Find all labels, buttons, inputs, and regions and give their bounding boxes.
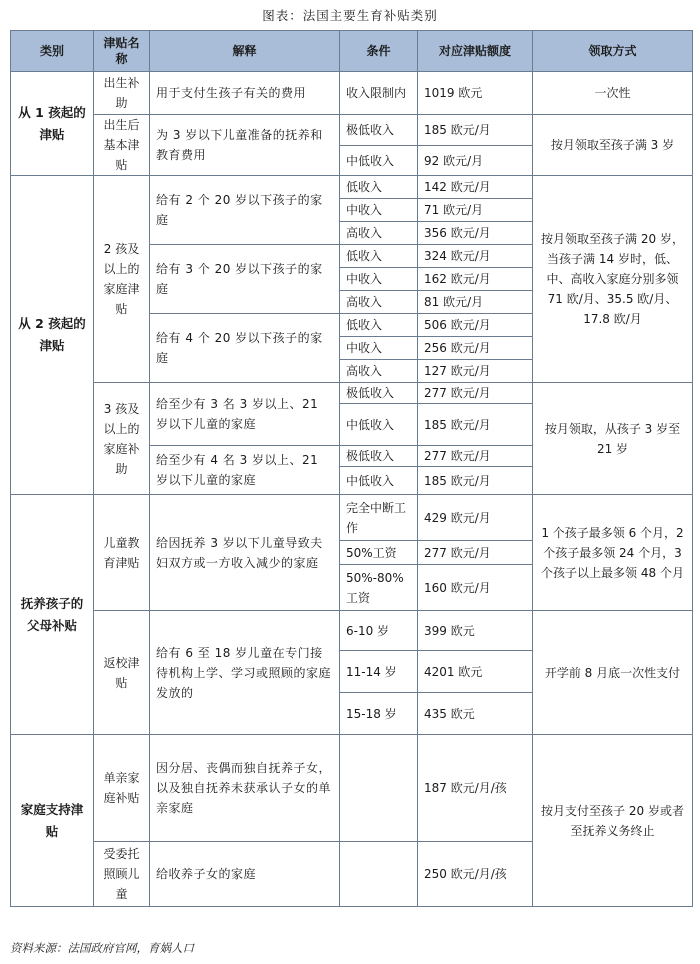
explanation-cell: 为 3 岁以下儿童准备的抚养和教育费用 xyxy=(150,115,340,176)
condition-cell: 6-10 岁 xyxy=(340,611,418,651)
header-amount: 对应津贴额度 xyxy=(418,31,533,72)
condition-cell: 15-18 岁 xyxy=(340,693,418,735)
subsidy-name-cell: 出生后基本津贴 xyxy=(94,115,150,176)
amount-cell: 277 欧元/月 xyxy=(418,541,533,565)
amount-cell: 429 欧元/月 xyxy=(418,495,533,541)
method-cell: 一次性 xyxy=(533,72,693,115)
condition-cell: 11-14 岁 xyxy=(340,651,418,693)
condition-cell: 中收入 xyxy=(340,268,418,291)
condition-cell: 50%工资 xyxy=(340,541,418,565)
table-row xyxy=(11,611,693,651)
amount-cell: 185 欧元/月 xyxy=(418,404,533,446)
condition-cell: 中低收入 xyxy=(340,467,418,495)
explanation-cell: 给有 4 个 20 岁以下孩子的家庭 xyxy=(150,314,340,383)
subsidy-name-cell: 出生补助 xyxy=(94,72,150,115)
subsidy-name-cell: 单亲家庭补贴 xyxy=(94,735,150,842)
table-row xyxy=(11,383,693,404)
explanation-cell: 给有 3 个 20 岁以下孩子的家庭 xyxy=(150,245,340,314)
amount-cell: 356 欧元/月 xyxy=(418,222,533,245)
explanation-cell: 因分居、丧偶而独自抚养子女，以及独自抚养未获承认子女的单亲家庭 xyxy=(150,735,340,842)
table-row xyxy=(11,735,693,842)
method-cell: 按月领取至孩子满 20 岁，当孩子满 14 岁时，低、中、高收入家庭分别多领 71 欧/月、35.5 欧/月、17.8 欧/月 xyxy=(533,176,693,383)
header-explanation: 解释 xyxy=(150,31,340,72)
amount-cell: 399 欧元 xyxy=(418,611,533,651)
category-cell: 从 1 孩起的津贴 xyxy=(11,72,94,176)
amount-cell: 81 欧元/月 xyxy=(418,291,533,314)
amount-cell: 142 欧元/月 xyxy=(418,176,533,199)
method-cell: 按月领取至孩子满 3 岁 xyxy=(533,115,693,176)
table-row xyxy=(11,176,693,199)
subsidy-table xyxy=(10,30,693,907)
amount-cell: 185 欧元/月 xyxy=(418,115,533,146)
table-row xyxy=(11,115,693,146)
method-cell: 按月领取，从孩子 3 岁至 21 岁 xyxy=(533,383,693,495)
condition-cell xyxy=(340,842,418,907)
header-category: 类别 xyxy=(11,31,94,72)
explanation-cell: 给至少有 3 名 3 岁以上、21 岁以下儿童的家庭 xyxy=(150,383,340,446)
condition-cell: 极低收入 xyxy=(340,383,418,404)
header-condition: 条件 xyxy=(340,31,418,72)
category-cell: 抚养孩子的父母补贴 xyxy=(11,495,94,735)
subsidy-name-cell: 返校津贴 xyxy=(94,611,150,735)
table-row xyxy=(11,72,693,115)
explanation-cell: 给有 6 至 18 岁儿童在专门接待机构上学、学习或照顾的家庭发放的 xyxy=(150,611,340,735)
method-cell: 开学前 8 月底一次性支付 xyxy=(533,611,693,735)
subsidy-name-cell: 儿童教育津贴 xyxy=(94,495,150,611)
subsidy-name-cell: 2 孩及以上的家庭津贴 xyxy=(94,176,150,383)
amount-cell: 127 欧元/月 xyxy=(418,360,533,383)
condition-cell: 低收入 xyxy=(340,176,418,199)
condition-cell: 极低收入 xyxy=(340,115,418,146)
header-method: 领取方式 xyxy=(533,31,693,72)
amount-cell: 324 欧元/月 xyxy=(418,245,533,268)
condition-cell: 低收入 xyxy=(340,314,418,337)
condition-cell: 极低收入 xyxy=(340,446,418,467)
method-cell: 按月支付至孩子 20 岁或者至抚养义务终止 xyxy=(533,735,693,907)
condition-cell: 50%-80% 工资 xyxy=(340,565,418,611)
amount-cell: 506 欧元/月 xyxy=(418,314,533,337)
amount-cell: 162 欧元/月 xyxy=(418,268,533,291)
table-title: 图表：法国主要生育补贴类别 xyxy=(262,8,438,23)
condition-cell: 高收入 xyxy=(340,360,418,383)
amount-cell: 1019 欧元 xyxy=(418,72,533,115)
explanation-cell: 用于支付生孩子有关的费用 xyxy=(150,72,340,115)
condition-cell: 高收入 xyxy=(340,291,418,314)
explanation-cell: 给至少有 4 名 3 岁以上、21 岁以下儿童的家庭 xyxy=(150,446,340,495)
condition-cell: 中低收入 xyxy=(340,404,418,446)
condition-cell: 中收入 xyxy=(340,337,418,360)
condition-cell: 完全中断工作 xyxy=(340,495,418,541)
header-subsidy-name: 津贴名称 xyxy=(94,31,150,72)
amount-cell: 250 欧元/月/孩 xyxy=(418,842,533,907)
explanation-cell: 给因抚养 3 岁以下儿童导致夫妇双方或一方收入减少的家庭 xyxy=(150,495,340,611)
category-cell: 家庭支持津贴 xyxy=(11,735,94,907)
condition-cell: 中低收入 xyxy=(340,146,418,176)
amount-cell: 277 欧元/月 xyxy=(418,446,533,467)
amount-cell: 435 欧元 xyxy=(418,693,533,735)
condition-cell xyxy=(340,735,418,842)
header-row xyxy=(11,31,693,72)
explanation-cell: 给收养子女的家庭 xyxy=(150,842,340,907)
amount-cell: 71 欧元/月 xyxy=(418,199,533,222)
condition-cell: 低收入 xyxy=(340,245,418,268)
subsidy-name-cell: 受委托照顾儿童 xyxy=(94,842,150,907)
amount-cell: 4201 欧元 xyxy=(418,651,533,693)
amount-cell: 185 欧元/月 xyxy=(418,467,533,495)
explanation-cell: 给有 2 个 20 岁以下孩子的家庭 xyxy=(150,176,340,245)
amount-cell: 256 欧元/月 xyxy=(418,337,533,360)
table-row xyxy=(11,495,693,541)
amount-cell: 160 欧元/月 xyxy=(418,565,533,611)
method-cell: 1 个孩子最多领 6 个月，2 个孩子最多领 24 个月，3 个孩子以上最多领 48 个月 xyxy=(533,495,693,611)
subsidy-name-cell: 3 孩及以上的家庭补助 xyxy=(94,383,150,495)
condition-cell: 中收入 xyxy=(340,199,418,222)
amount-cell: 187 欧元/月/孩 xyxy=(418,735,533,842)
condition-cell: 收入限制内 xyxy=(340,72,418,115)
amount-cell: 277 欧元/月 xyxy=(418,383,533,404)
category-cell: 从 2 孩起的津贴 xyxy=(11,176,94,495)
source-note: 资料来源：法国政府官网，育娲人口 xyxy=(10,941,194,955)
amount-cell: 92 欧元/月 xyxy=(418,146,533,176)
condition-cell: 高收入 xyxy=(340,222,418,245)
